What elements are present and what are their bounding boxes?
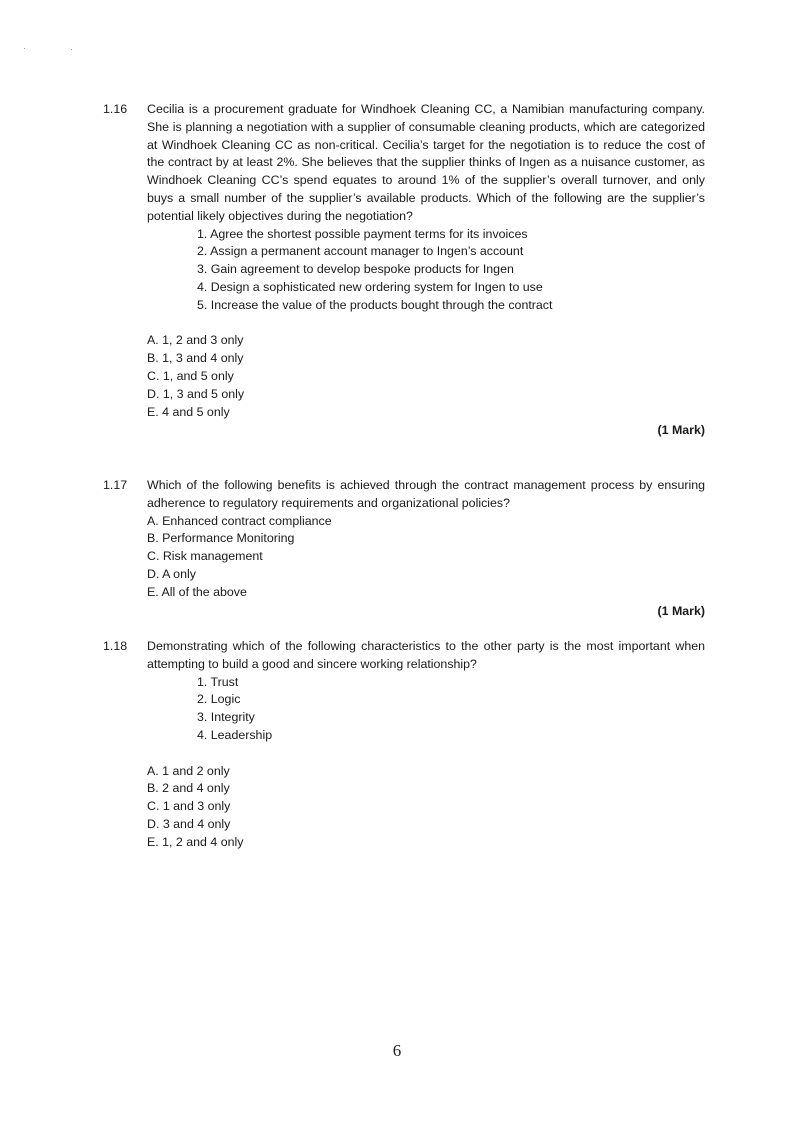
answer-option: A. 1, 2 and 3 only [147,333,244,348]
answer-option: B. Performance Monitoring [147,531,295,546]
answer-option: C. 1 and 3 only [147,799,231,814]
scan-speck [24,48,25,49]
question-number: 1.16 [103,102,128,116]
answer-option: E. 1, 2 and 4 only [147,834,244,849]
statement-item: 4. Leadership [197,727,273,742]
question-number: 1.18 [103,639,128,653]
mark-label: (1 Mark) [657,603,705,618]
mark-label: (1 Mark) [657,423,705,438]
answer-options [147,332,705,421]
statement-list [197,226,705,315]
statement-item: 5. Increase the value of the products bought through the contract [197,297,553,312]
statement-item: 3. Integrity [197,710,255,725]
answer-option: B. 2 and 4 only [147,781,230,796]
statement-item: 1. Agree the shortest possible payment terms for its invoices [197,226,528,241]
statement-item: 2. Assign a permanent account manager to Ingen’s account [197,244,524,259]
question-stem: Which of the following benefits is achieved through the contract management process by ensuring adherence to regulatory requirements and organizational policies? [147,478,705,510]
question-stem: Cecilia is a procurement graduate for Windhoek Cleaning CC, a Namibian manufacturing company. She is planning a negotiation with a supplier of consumable cleaning products, which are categorized at Windhoek Cleaning CC as non-critical. Cecilia’s target for the negotiation is to reduce the cost of the contract by at least 2%. She believes that the supplier thinks of Ingen as a nuisance customer, as Windhoek Cleaning CC’s spend equates to around 1% of the supplier’s overall turnover, and only buys a small number of the supplier’s available products. Which of the following are the supplier’s potential likely objectives during the negotiation? [147,102,705,223]
answer-option: A. 1 and 2 only [147,763,230,778]
statement-item: 3. Gain agreement to develop bespoke products for Ingen [197,262,514,277]
page-number: 6 [392,1041,402,1060]
answer-options [147,513,705,602]
scan-speck [71,49,72,50]
answer-option: C. 1, and 5 only [147,368,234,383]
statement-item: 4. Design a sophisticated new ordering system for Ingen to use [197,279,543,294]
answer-option: E. 4 and 5 only [147,404,230,419]
question-number: 1.17 [103,478,128,492]
statement-item: 2. Logic [197,692,241,707]
answer-option: B. 1, 3 and 4 only [147,351,244,366]
statement-list [197,674,705,745]
question-1-16 [103,101,705,440]
answer-option: A. Enhanced contract compliance [147,513,332,528]
question-1-18 [103,638,705,852]
answer-option: D. 3 and 4 only [147,816,231,831]
answer-option: C. Risk management [147,549,263,564]
statement-item: 1. Trust [197,674,239,689]
answer-option: D. A only [147,566,196,581]
question-1-17 [103,477,705,620]
answer-options [147,763,705,852]
question-stem: Demonstrating which of the following characteristics to the other party is the most important when attempting to build a good and sincere working relationship? [147,639,705,671]
answer-option: D. 1, 3 and 5 only [147,386,245,401]
answer-option: E. All of the above [147,584,247,599]
